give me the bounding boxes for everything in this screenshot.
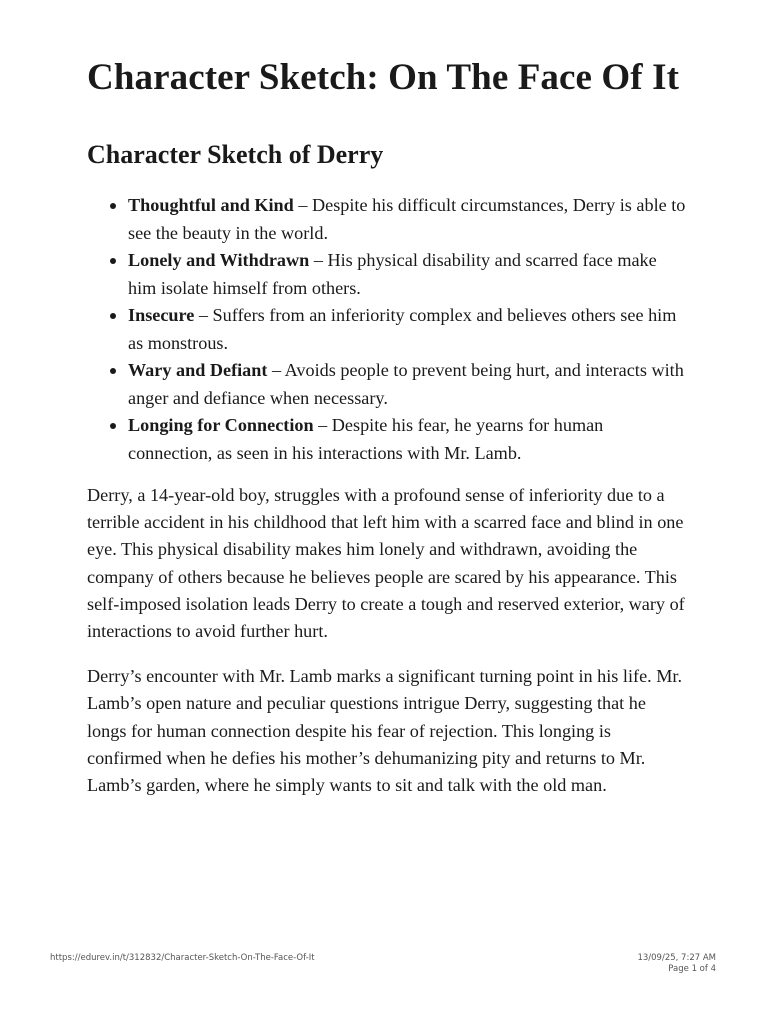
footer-url[interactable]: https://edurev.in/t/312832/Character-Sketch-On-The-Face-Of-It [50,953,315,963]
list-item [128,247,687,302]
list-item [128,192,687,247]
trait-description: – Suffers from an inferiority complex and believes others see him as monstrous. [128,305,677,353]
document-page [87,54,687,799]
trait-term: Insecure [128,305,195,325]
body-paragraph: Derry’s encounter with Mr. Lamb marks a significant turning point in his life. Mr. Lamb’s open nature and peculiar questions intrigue Derry, suggesting that he longs for human connection despite his fear of rejection. This longing is confirmed when he defies his mother’s dehumanizing pity and returns to Mr. Lamb’s garden, where he simply wants to sit and talk with the old man. [87,666,683,796]
section-heading: Character Sketch of Derry [87,140,384,169]
list-item [128,412,687,467]
trait-term: Lonely and Withdrawn [128,250,310,270]
footer-timestamp: 13/09/25, 7:27 AM [637,953,716,963]
list-item [128,302,687,357]
trait-description: – Despite his fear, he yearns for human connection, as seen in his interactions with Mr. Lamb. [128,415,604,463]
trait-description: – His physical disability and scarred face make him isolate himself from others. [128,250,657,298]
trait-term: Thoughtful and Kind [128,195,294,215]
footer-meta [637,953,716,975]
trait-description: – Despite his difficult circumstances, Derry is able to see the beauty in the world. [128,195,686,243]
body-paragraph: Derry, a 14-year-old boy, struggles with a profound sense of inferiority due to a terrible accident in his childhood that left him with a scarred face and blind in one eye. This physical disability makes him lonely and withdrawn, avoiding the company of others because he believes people are scared by his appearance. This self-imposed isolation leads Derry to create a tough and reserved exterior, wary of interactions to avoid further hurt. [87,485,685,642]
trait-term: Longing for Connection [128,415,314,435]
list-item [128,357,687,412]
page-title: Character Sketch: On The Face Of It [87,57,679,98]
trait-term: Wary and Defiant [128,360,268,380]
footer-page-number: Page 1 of 4 [668,964,716,974]
trait-description: – Avoids people to prevent being hurt, and interacts with anger and defiance when necessary. [128,360,684,408]
trait-list [87,192,687,467]
